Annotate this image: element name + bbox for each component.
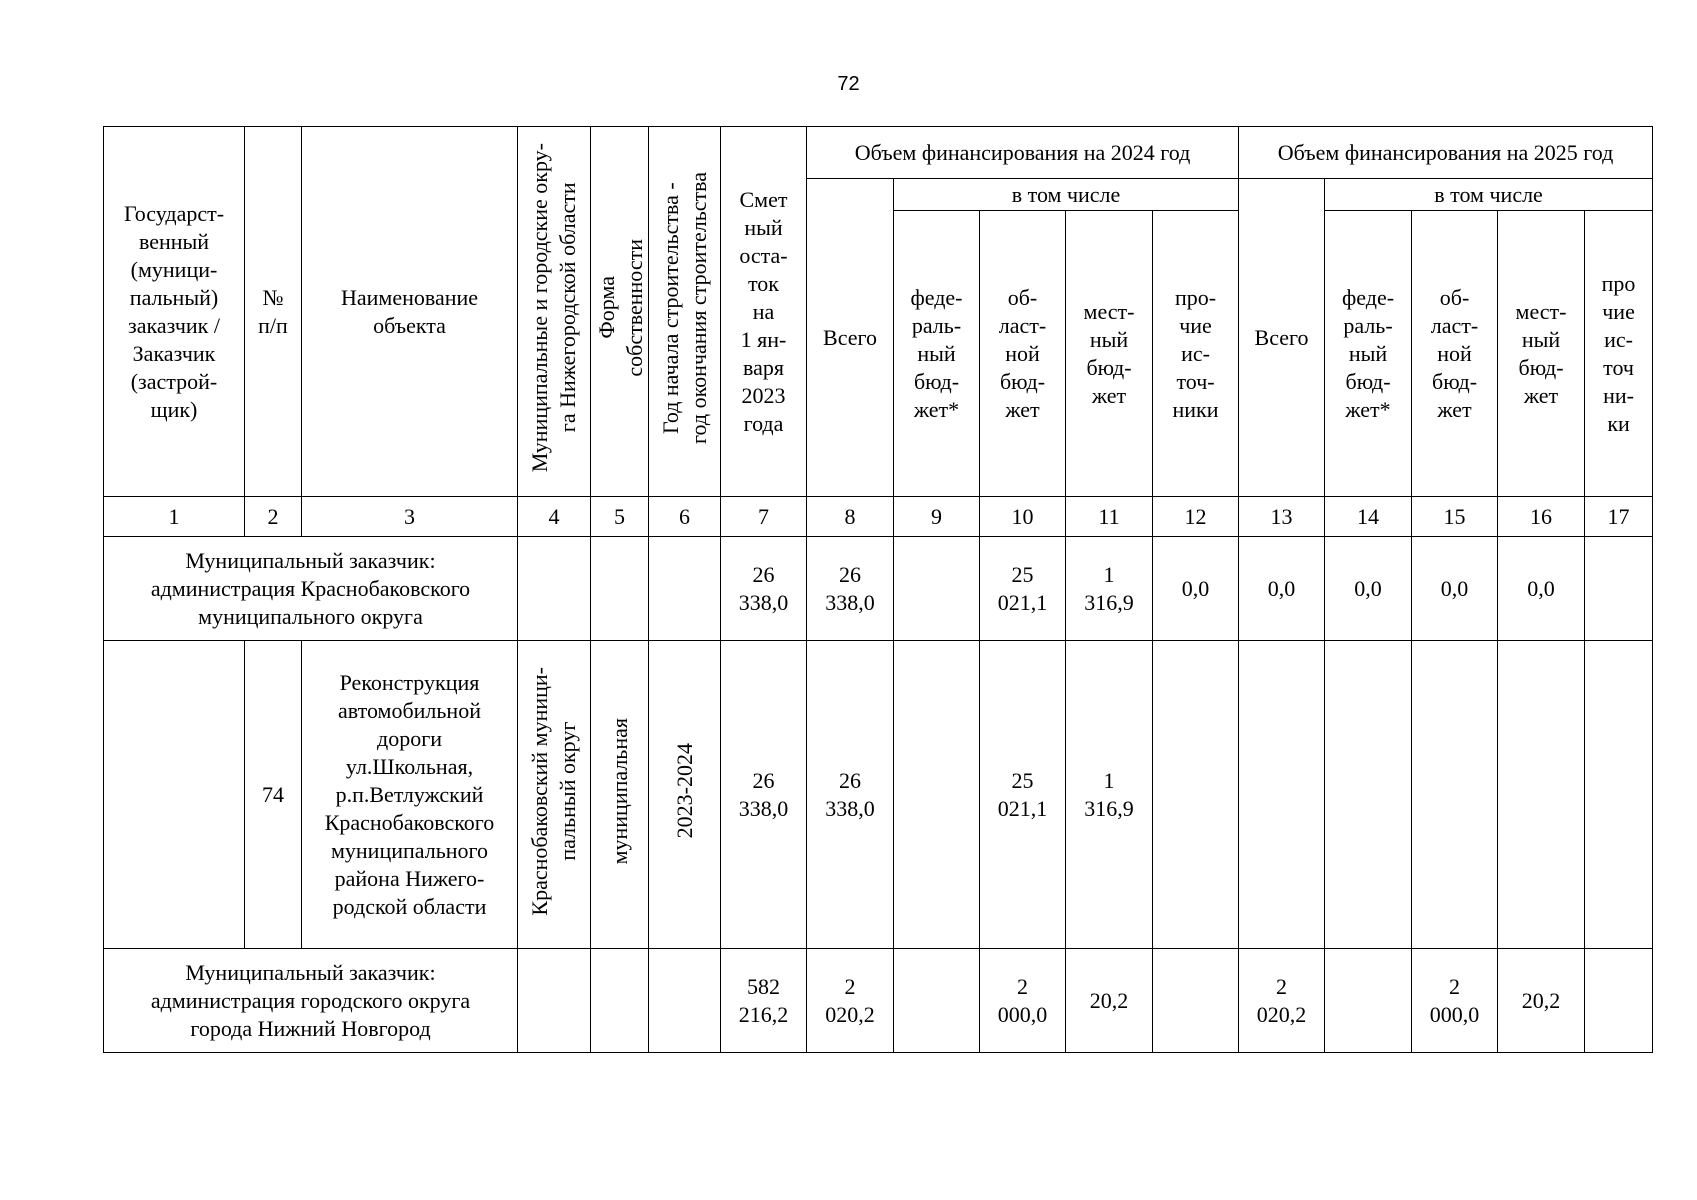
header-regional-2024: об- ласт- ной бюд- жет [980, 211, 1066, 497]
cell-total-2025 [1239, 641, 1325, 949]
cell-customer [104, 641, 245, 949]
cell-ownership [591, 537, 649, 641]
cell-estimate-balance: 26 338,0 [721, 641, 807, 949]
header-other-2024: про- чие ис- точ- ники [1153, 211, 1239, 497]
cell-years [649, 537, 721, 641]
header-estimate-balance: Смет ный оста- ток на 1 ян- варя 2023 года [721, 127, 807, 497]
header-local-2025: мест- ный бюд- жет [1498, 211, 1585, 497]
table-row [104, 641, 1653, 949]
cell-total-2025: 0,0 [1239, 537, 1325, 641]
column-number: 14 [1325, 497, 1412, 537]
header-number: № п/п [245, 127, 302, 497]
cell-estimate-balance: 26 338,0 [721, 537, 807, 641]
header-ownership-cell [591, 127, 649, 497]
header-financing-2024: Объем финансирования на 2024 год [807, 127, 1239, 179]
cell-number: 74 [245, 641, 302, 949]
header-financing-2025: Объем финансирования на 2025 год [1239, 127, 1653, 179]
customer-name: Муниципальный заказчик: администрация Краснобаковского муниципального округа [104, 537, 518, 641]
header-object-name: Наименование объекта [302, 127, 518, 497]
customer-name: Муниципальный заказчик: администрация городского округа города Нижний Новгород [104, 949, 518, 1053]
cell-local-2025: 20,2 [1498, 949, 1585, 1053]
header-federal-2024: феде- раль- ный бюд- жет* [894, 211, 980, 497]
cell-estimate-balance: 582 216,2 [721, 949, 807, 1053]
column-number: 10 [980, 497, 1066, 537]
header-years-cell [649, 127, 721, 497]
header-customer: Государст- венный (муници- пальный) заказчик / Заказчик (застрой- щик) [104, 127, 245, 497]
cell-federal-2025: 0,0 [1325, 537, 1412, 641]
column-number: 11 [1066, 497, 1153, 537]
header-years: Год начала строительства - год окончания строительства [657, 172, 711, 444]
cell-local-2024: 20,2 [1066, 949, 1153, 1053]
cell-local-2024: 1 316,9 [1066, 641, 1153, 949]
header-district: Муниципальные и городские окру- га Нижегородской области [527, 143, 580, 473]
cell-total-2024: 26 338,0 [807, 641, 894, 949]
construction-years: 2023-2024 [671, 743, 697, 839]
header-district-cell [518, 127, 591, 497]
cell-federal-2025 [1325, 641, 1412, 949]
cell-years [649, 641, 721, 949]
column-number: 9 [894, 497, 980, 537]
column-number: 1 [104, 497, 245, 537]
cell-total-2024: 2 020,2 [807, 949, 894, 1053]
cell-other-2024 [1153, 949, 1239, 1053]
header-including-2024: в том числе [894, 179, 1239, 211]
cell-federal-2025 [1325, 949, 1412, 1053]
header-row [104, 127, 1653, 179]
header-other-2025: про чие ис- точ ни- ки [1585, 211, 1653, 497]
cell-other-2025 [1585, 641, 1653, 949]
table-row [104, 537, 1653, 641]
cell-regional-2024: 2 000,0 [980, 949, 1066, 1053]
cell-federal-2024 [894, 949, 980, 1053]
cell-federal-2024 [894, 641, 980, 949]
cell-local-2025: 0,0 [1498, 537, 1585, 641]
header-total-2025: Всего [1239, 179, 1325, 497]
column-number: 6 [649, 497, 721, 537]
header-including-2025: в том числе [1325, 179, 1653, 211]
header-total-2024: Всего [807, 179, 894, 497]
cell-federal-2024 [894, 537, 980, 641]
column-number: 8 [807, 497, 894, 537]
cell-district [518, 641, 591, 949]
cell-regional-2024: 25 021,1 [980, 641, 1066, 949]
column-number: 13 [1239, 497, 1325, 537]
column-number: 17 [1585, 497, 1653, 537]
cell-other-2025 [1585, 537, 1653, 641]
column-number: 7 [721, 497, 807, 537]
header-federal-2025: феде- раль- ный бюд- жет* [1325, 211, 1412, 497]
district-name: Краснобаковский муници- пальный округ [527, 666, 580, 916]
cell-local-2025 [1498, 641, 1585, 949]
cell-regional-2025: 0,0 [1412, 537, 1498, 641]
cell-other-2024: 0,0 [1153, 537, 1239, 641]
column-number: 15 [1412, 497, 1498, 537]
page-number: 72 [837, 73, 860, 95]
column-number: 12 [1153, 497, 1239, 537]
header-ownership: Форма собственности [594, 239, 647, 377]
object-name: Реконструкция автомобильной дороги ул.Школьная, р.п.Ветлужский Краснобаковского муниципального района Нижего- родской области [302, 641, 518, 949]
cell-district [518, 949, 591, 1053]
column-number: 5 [591, 497, 649, 537]
ownership-type: муниципальная [606, 717, 632, 865]
cell-other-2024 [1153, 641, 1239, 949]
table-row [104, 949, 1653, 1053]
financing-table [103, 126, 1653, 1053]
column-number: 2 [245, 497, 302, 537]
column-number: 4 [518, 497, 591, 537]
header-regional-2025: об- ласт- ной бюд- жет [1412, 211, 1498, 497]
cell-total-2025: 2 020,2 [1239, 949, 1325, 1053]
cell-regional-2025: 2 000,0 [1412, 949, 1498, 1053]
cell-total-2024: 26 338,0 [807, 537, 894, 641]
column-number: 16 [1498, 497, 1585, 537]
cell-local-2024: 1 316,9 [1066, 537, 1153, 641]
cell-other-2025 [1585, 949, 1653, 1053]
cell-district [518, 537, 591, 641]
cell-regional-2025 [1412, 641, 1498, 949]
column-number: 3 [302, 497, 518, 537]
cell-years [649, 949, 721, 1053]
header-local-2024: мест- ный бюд- жет [1066, 211, 1153, 497]
column-number-row [104, 497, 1653, 537]
cell-regional-2024: 25 021,1 [980, 537, 1066, 641]
cell-ownership [591, 641, 649, 949]
cell-ownership [591, 949, 649, 1053]
